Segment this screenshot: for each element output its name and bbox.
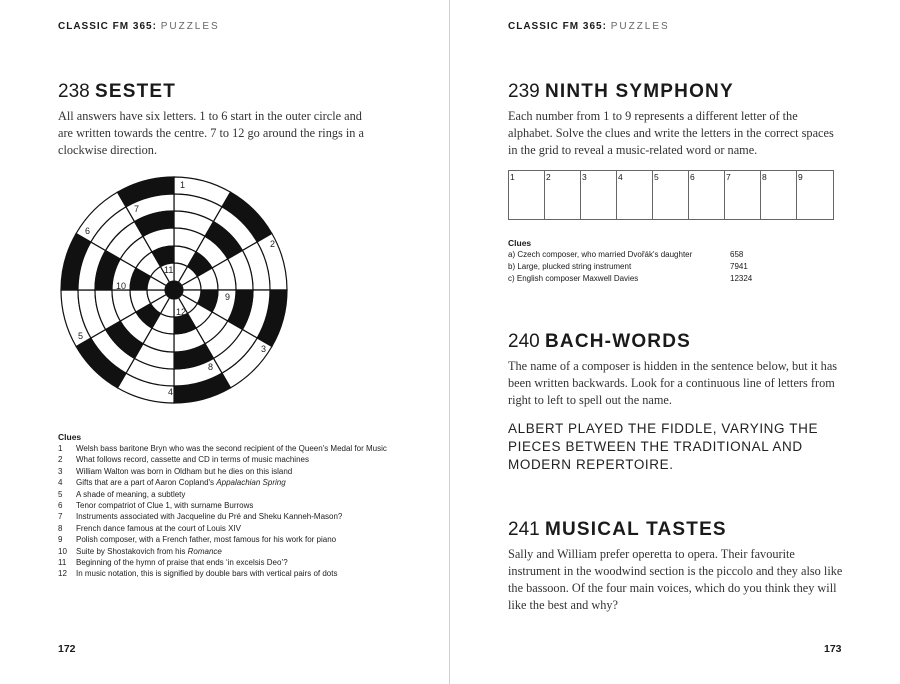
puzzle-title-239 [508,81,734,103]
clue-item [58,568,388,579]
clue-number: 6 [58,501,63,511]
grid-cell[interactable]: 1 [509,171,545,219]
book-subtitle: PUZZLES [610,21,670,32]
cell-number-label: 11 [164,265,174,275]
puzzle-intro: Sally and William prefer operetta to opera. Their favourite instrument in the woodwind section is the piccolo and they also like the bassoon. Of the four main voices, which do you think they will like the best and why? [508,547,843,612]
clue-item [508,273,752,285]
clue-number: 2 [58,455,63,465]
clue-item [58,500,388,511]
page-number-right: 173 [824,643,842,655]
clue-number: 8 [58,523,63,533]
cell-number-label: 12 [176,307,187,317]
grid-cell[interactable]: 5 [653,171,689,219]
clue-text: Suite by Shostakovich from his Romance [76,546,222,556]
puzzle-intro: All answers have six letters. 1 to 6 start in the outer circle and are written towards the centre. 7 to 12 go around the rings in a clockwise direction. [58,109,364,157]
cell-number-label: 4 [168,387,174,397]
clue-number: 11 [58,558,67,568]
book-title: CLASSIC FM 365: [58,21,157,32]
puzzle-name: NINTH SYMPHONY [544,81,734,102]
clue-number: 7 [58,512,63,522]
clue-number: 12 [58,569,67,579]
clue-text: b) Large, plucked string instrument [508,262,632,271]
clue-list [508,249,752,285]
puzzle-name: SESTET [94,81,177,102]
puzzle-name: MUSICAL TASTES [544,519,727,540]
grid-cell[interactable]: 4 [617,171,653,219]
clue-text: Welsh bass baritone Bryn who was the second recipient of the Queen's Medal for Music [76,444,387,453]
puzzle-number: 240 [508,331,540,352]
clue-text: William Walton was born in Oldham but he dies on this island [76,466,293,476]
clue-text: Gifts that are a part of Aaron Copland's Appalachian Spring [76,478,286,488]
clue-text: a) Czech composer, who married Dvořák's daughter [508,250,693,259]
cell-number-label: 9 [225,292,231,302]
clue-number: 9 [58,535,63,545]
puzzle-number: 241 [508,519,540,540]
letter-grid [508,170,834,220]
clue-item [58,534,388,545]
center-disc [165,281,183,299]
cell-number-label: 5 [78,331,84,341]
running-header-right [508,21,670,32]
clue-code: 7941 [730,262,748,271]
clue-item [58,546,388,557]
grid-cell[interactable]: 3 [581,171,617,219]
puzzle-name: BACH-WORDS [544,331,692,352]
clue-item [58,489,388,500]
grid-cell[interactable]: 7 [725,171,761,219]
puzzle-title-240 [508,331,691,353]
grid-cell[interactable]: 9 [798,172,803,182]
cell-number-label: 1 [180,180,186,190]
clue-item [58,523,388,534]
clue-text: c) English composer Maxwell Davies [508,274,639,283]
puzzle-intro: The name of a composer is hidden in the sentence below, but it has been written backwards. Look for a continuous line of letters from right to left to spell out the name. [508,359,838,407]
puzzle-number: 239 [508,81,540,102]
clue-item [58,466,388,477]
book-title: CLASSIC FM 365: [508,21,607,32]
clue-text: Beginning of the hymn of praise that ends ‘in excelsis Deo’? [76,558,288,568]
clue-item [58,443,388,454]
grid-cell[interactable]: 6 [689,171,725,219]
grid-cell[interactable]: 8 [761,171,797,219]
clue-text: In music notation, this is signified by double bars with vertical pairs of dots [76,569,338,579]
cell-number-label: 2 [270,239,276,249]
clue-item [58,454,388,465]
cell-number-label: 8 [208,362,214,372]
clue-text: Polish composer, with a French father, most famous for his work for piano [76,535,337,545]
clue-list [58,443,388,580]
clue-text: Instruments associated with Jacqueline du Pré and Sheku Kanneh-Mason? [76,512,343,522]
clue-code: 658 [730,250,744,259]
clue-text: What follows record, cassette and CD in terms of music machines [76,455,309,465]
clue-code: 12324 [730,274,753,283]
clue-number: 1 [58,444,63,453]
clue-item [58,557,388,568]
cell-number-label: 6 [85,226,91,236]
clue-number: 4 [58,478,63,488]
clue-text: French dance famous at the court of Louis XIV [76,523,241,533]
puzzle-number: 238 [58,81,90,102]
clue-number: 3 [58,466,63,476]
sestet-circle-grid [0,0,450,420]
clue-number: 5 [58,489,63,499]
clue-item [508,249,752,261]
clues-heading: Clues [508,238,532,248]
cell-number-label: 3 [261,344,267,354]
clue-item [58,477,388,488]
page-number-left: 172 [58,643,76,655]
clue-item [58,511,388,522]
cell-number-label: 7 [134,204,140,214]
clue-text: A shade of meaning, a subtlety [76,489,186,499]
clue-item [508,261,752,273]
clue-text: Tenor compatriot of Clue 1, with surname Burrows [76,501,254,511]
puzzle-intro: Each number from 1 to 9 represents a different letter of the alphabet. Solve the clues and write the letters in the correct spaces in the grid to reveal a music-related word or name. [508,109,834,157]
clues-heading: Clues [58,432,82,442]
book-subtitle: PUZZLES [160,21,220,32]
clue-number: 10 [58,546,67,556]
hidden-word-sentence: ALBERT PLAYED THE FIDDLE, VARYING THE PIECES BETWEEN THE TRADITIONAL AND MODERN REPERTOIRE. [508,421,819,472]
puzzle-title-241 [508,519,727,541]
cell-number-label: 10 [116,281,127,291]
grid-cell[interactable]: 2 [545,171,581,219]
